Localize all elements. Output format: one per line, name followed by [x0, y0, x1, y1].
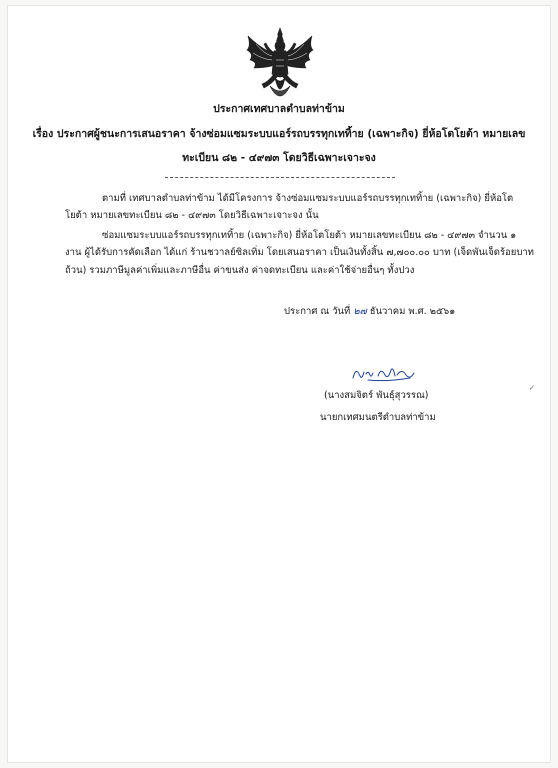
garuda-emblem-icon [242, 26, 318, 106]
date-rest: ธันวาคม พ.ศ. ๒๕๖๑ [369, 306, 456, 317]
paragraph-2-line-1: ซ่อมแซมระบบแอร์รถบรรทุกเททิ้าย (เฉพาะกิจ) ยี่ห้อโตโยต้า หมายเลขทะเบียน ๘๒ - ๔๙๗๓ จำนวน ๑ [102, 230, 517, 241]
handwritten-signature [350, 358, 418, 386]
subject-line-1: เรื่อง ประกาศผู้ชนะการเสนอราคา จ้างซ่อมแซมระบบแอร์รถบรรทุกเททิ้าย (เฉพาะกิจ) ยี่ห้อโตโยต้า หมายเลข [32, 128, 526, 140]
margin-mark: ✓ [529, 384, 535, 392]
announcement-title: ประกาศเทศบาลตำบลท่าข้าม [213, 103, 345, 115]
subject-line-2: ทะเบียน ๘๒ - ๔๙๗๓ โดยวิธีเฉพาะเจาะจง [182, 152, 376, 164]
signer-name: (นางสมจิตร์ พันธุ์สุวรรณ) [324, 390, 429, 401]
divider [165, 177, 395, 178]
date-day: ๒๗ [353, 306, 367, 317]
paragraph-2-line-3: ถ้วน) รวมภาษีมูลค่าเพิ่มและภาษีอื่น ค่าขนส่ง ค่าจดทะเบียน และค่าใช้จ่ายอื่นๆ ทั้งปวง [65, 265, 415, 276]
paragraph-1-line-1: ตามที่ เทศบาลตำบลท่าข้าม ได้มีโครงการ จ้างซ่อมแซมระบบแอร์รถบรรทุกเททิ้าย (เฉพาะกิจ) ยี่ห้อโต [102, 193, 514, 204]
document-page [8, 6, 550, 762]
paragraph-1-line-2: โยต้า หมายเลขทะเบียน ๘๒ - ๔๙๗๓ โดยวิธีเฉพาะเจาะจง นั้น [65, 210, 319, 221]
announcement-date [284, 306, 455, 318]
date-prefix: ประกาศ ณ วันที่ [284, 306, 351, 317]
signer-position: นายกเทศมนตรีตำบลท่าข้าม [320, 412, 436, 423]
paragraph-2-line-2: งาน ผู้ได้รับการคัดเลือก ได้แก่ ร้านชวาลย์ซิลเทิ่ม โดยเสนอราคา เป็นเงินทั้งสิ้น ๗,๗๐๐.๐๐ บาท (เจ็ดพันเจ็ดร้อยบาท [65, 247, 534, 258]
